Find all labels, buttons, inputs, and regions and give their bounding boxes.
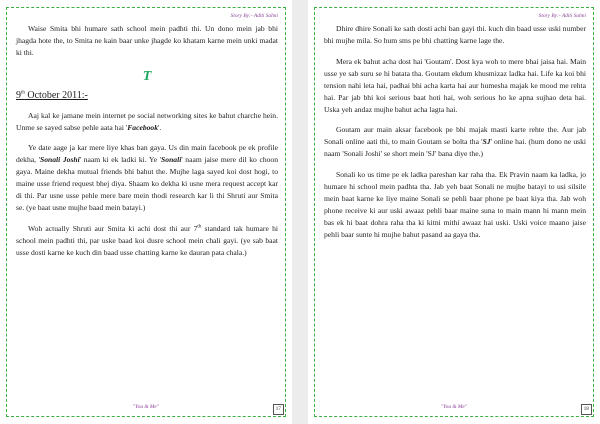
page-header: Story By:- Aditi Sahni	[230, 13, 278, 19]
page-body	[16, 23, 278, 267]
page-body	[324, 23, 586, 249]
decorative-letter: T	[142, 68, 152, 84]
right-page	[308, 0, 600, 424]
page-number: 18	[581, 404, 592, 415]
paragraph: Ye date aage ja kar mere liye khas ban gaya. Us din main facebook pe ek profile dekha, 'Sonali Joshi' naam ki ek ladki ki. Ye 'Sonali' naam jaise mere dil ko choon gaya. Maine dekha mutual friends bhi bahut the. Mujhe laga sayed koi dost hogi, to maine usse friend request bhej diya. Shaam ko dekha ki usne mera request accept kar di thi. Par usne usse pehle mere bare mein thodi research kar li thi Shruti aur Smita se. (ye baat usne mujhe baad mein batayi.)	[16, 143, 279, 212]
emphasis-text: Sonali Joshi	[40, 155, 80, 164]
date-heading: 9th October 2011:-	[16, 89, 88, 101]
page-header: Story By:- Aditi Sahni	[538, 13, 586, 19]
emphasis-text: Facebook	[127, 122, 159, 132]
page-footer: "You & Me"	[132, 404, 160, 410]
paragraph: Woh actually Shruti aur Smita ki achi dost thi aur 7th standard tak humare hi school mein padhti thi, par uske baad koi dusre school mein chali gayi. (ye sab baat usse dosti karne ke kuch din baad usse chatting karne ke dauran pata chala.)	[16, 223, 278, 257]
paragraph: Sonali ko us time pe ek ladka pareshan kar raha tha. Ek Pravin naam ka ladka, jo humare hi school mein padhta tha. Jab yeh baat Sonali ne mujhe batayi to usi silsile mein baat karne ke liye maine Sonali se pehli baar phone pe baat kiya tha. Jab woh phone receive ki aur uski awaaz pehli baar maine suna to main mann hi mann mein bas ek hi baat dohra raha tha ki kitni mithi awaaz hai uski. Uski voice maano jaise pehli baar sunte hi mujhe bahut pasand aa gaya tha.	[324, 169, 586, 239]
page-footer: "You & Me"	[440, 404, 468, 410]
paragraph: Aaj kal ke jamane mein internet pe social networking sites ke bahut charche hein. Unme se sayed sabse pehle aata hai 'Facebook'.	[16, 110, 278, 132]
page-number: 17	[273, 404, 284, 415]
emphasis-text: Sonali	[161, 155, 182, 164]
paragraph: Mera ek bahut acha dost hai 'Goutam'. Dost kya woh to mere bhai jaisa hai. Main usse ye sab suru se hi batata tha. Goutam ekdum khusmizaz ladka hai. Life ka koi bhi tension nahi leta hai, padhai bhi acha karta hai aur humesha majak ke mood me rehta hai. Par jab bhi koi serious baat hoti hai, woh serious ho ke apna sujhao deta hai. Uska yeh andaz mujhe bahut acha lagta hai.	[324, 56, 586, 114]
paragraph: Waise Smita bhi humare sath school mein padhti thi. Un dono mein jab bhi jhagda hote the, to Smita ne kain baar unke jhagde ko khatam karne mein unki madat ki thi.	[16, 24, 278, 57]
paragraph: Goutam aur main aksar facebook pe bhi majak masti karte rehte the. Aur jab Sonali online aati thi, to main Goutam se bolta tha 'SJ' online hai. (hum dono ne uski naam 'Sonali Joshi' se short mein 'SJ' bana diye the.)	[324, 125, 586, 158]
paragraph: Dhire dhire Sonali ke sath dosti achi ban gayi thi. kuch din baad usse uski number bhi mujhe mila. So hum sms pe bhi chatting karne lage the.	[324, 24, 586, 45]
left-page	[0, 0, 292, 424]
emphasis-text: SJ	[482, 137, 491, 146]
